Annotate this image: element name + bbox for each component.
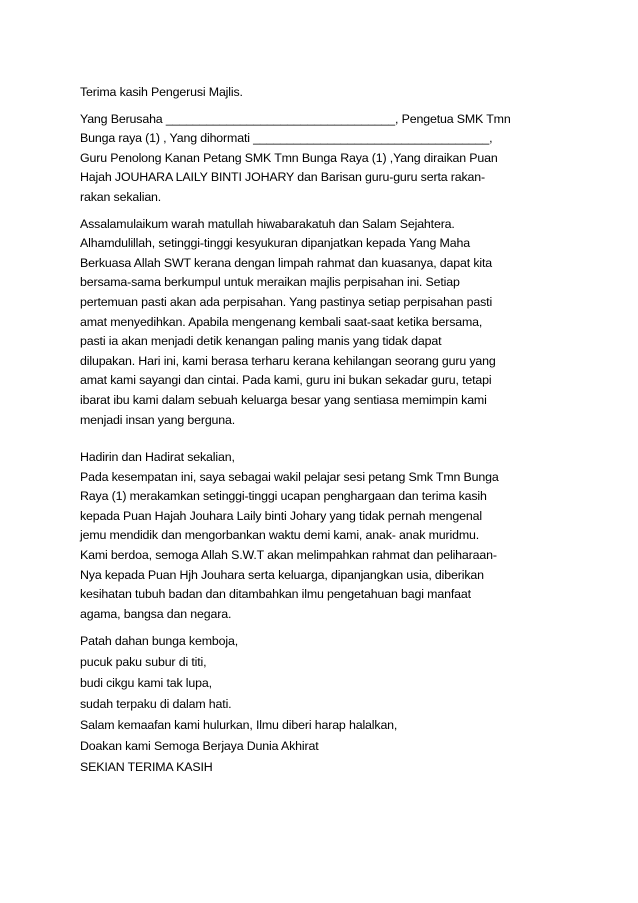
- text-line: Doakan kami Semoga Berjaya Dunia Akhirat: [80, 739, 319, 754]
- text-line: Pada kesempatan ini, saya sebagai wakil pelajar sesi petang Smk Tmn Bunga: [80, 469, 499, 484]
- text-line: Raya (1) merakamkan setinggi-tinggi ucapan penghargaan dan terima kasih: [80, 489, 487, 504]
- greeting-paragraph: [80, 110, 580, 208]
- text-line: Kami berdoa, semoga Allah S.W.T akan melimpahkan rahmat dan peliharaan-: [80, 548, 497, 563]
- closing-poem: [80, 631, 580, 778]
- text-line: Hadirin dan Hadirat sekalian,: [80, 450, 235, 465]
- text-line: jemu mendidik dan mengorbankan waktu demi kami, anak- anak muridmu.: [80, 528, 480, 543]
- text-line: Guru Penolong Kanan Petang SMK Tmn Bunga Raya (1) ,Yang diraikan Puan: [80, 150, 498, 165]
- text-line: rakan sekalian.: [80, 189, 162, 204]
- text-line: amat menyedihkan. Apabila mengenang kembali saat-saat ketika bersama,: [80, 314, 483, 329]
- text-line: Assalamulaikum warah matullah hiwabarakatuh dan Salam Sejahtera.: [80, 216, 455, 231]
- appreciation-paragraph: [80, 448, 580, 624]
- text-line: budi cikgu kami tak lupa,: [80, 676, 212, 691]
- text-line: Salam kemaafan kami hulurkan, Ilmu diberi harap halalkan,: [80, 718, 398, 733]
- text-line: kesihatan tubuh badan dan ditambahkan ilmu pengetahuan bagi manfaat: [80, 587, 471, 602]
- text-line: Yang Berusaha __________________________________, Pengetua SMK Tmn: [80, 111, 511, 126]
- text-line: pertemuan pasti akan ada perpisahan. Yang pastinya setiap perpisahan pasti: [80, 294, 493, 309]
- text-line: pasti ia akan menjadi detik kenangan paling manis yang tidak dapat: [80, 334, 442, 349]
- text-line: Nya kepada Puan Hjh Jouhara serta keluarga, dipanjangkan usia, diberikan: [80, 567, 484, 582]
- text-line: Patah dahan bunga kemboja,: [80, 634, 238, 649]
- text-line: Bunga raya (1) , Yang dihormati ___________________________________,: [80, 131, 493, 146]
- text-line: Alhamdulillah, setinggi-tinggi kesyukuran dipanjatkan kepada Yang Maha: [80, 236, 470, 251]
- text-line: Hajah JOUHARA LAILY BINTI JOHARY dan Barisan guru-guru serta rakan-: [80, 170, 485, 185]
- text-line: amat kami sayangi dan cintai. Pada kami, guru ini bukan sekadar guru, tetapi: [80, 373, 492, 388]
- salutation-paragraph: [80, 215, 580, 431]
- text-line: kepada Puan Hajah Jouhara Laily binti Johary yang tidak pernah mengenal: [80, 508, 482, 523]
- text-line: agama, bangsa dan negara.: [80, 606, 232, 621]
- text-line: dilupakan. Hari ini, kami berasa terharu kerana kehilangan seorang guru yang: [80, 353, 496, 368]
- text-line: Berkuasa Allah SWT kerana dengan limpah rahmat dan kuasanya, dapat kita: [80, 255, 493, 270]
- text-line: menjadi insan yang berguna.: [80, 412, 236, 427]
- text-line: pucuk paku subur di titi,: [80, 655, 207, 670]
- closing-line: SEKIAN TERIMA KASIH: [80, 760, 213, 775]
- text-line: sudah terpaku di dalam hati.: [80, 697, 232, 712]
- text-line: ibarat ibu kami dalam sebuah keluarga besar yang sentiasa memimpin kami: [80, 392, 487, 407]
- opening-line: Terima kasih Pengerusi Majlis.: [80, 85, 243, 99]
- speech-text: [80, 83, 580, 778]
- text-line: bersama-sama berkumpul untuk meraikan majlis perpisahan ini. Setiap: [80, 275, 460, 290]
